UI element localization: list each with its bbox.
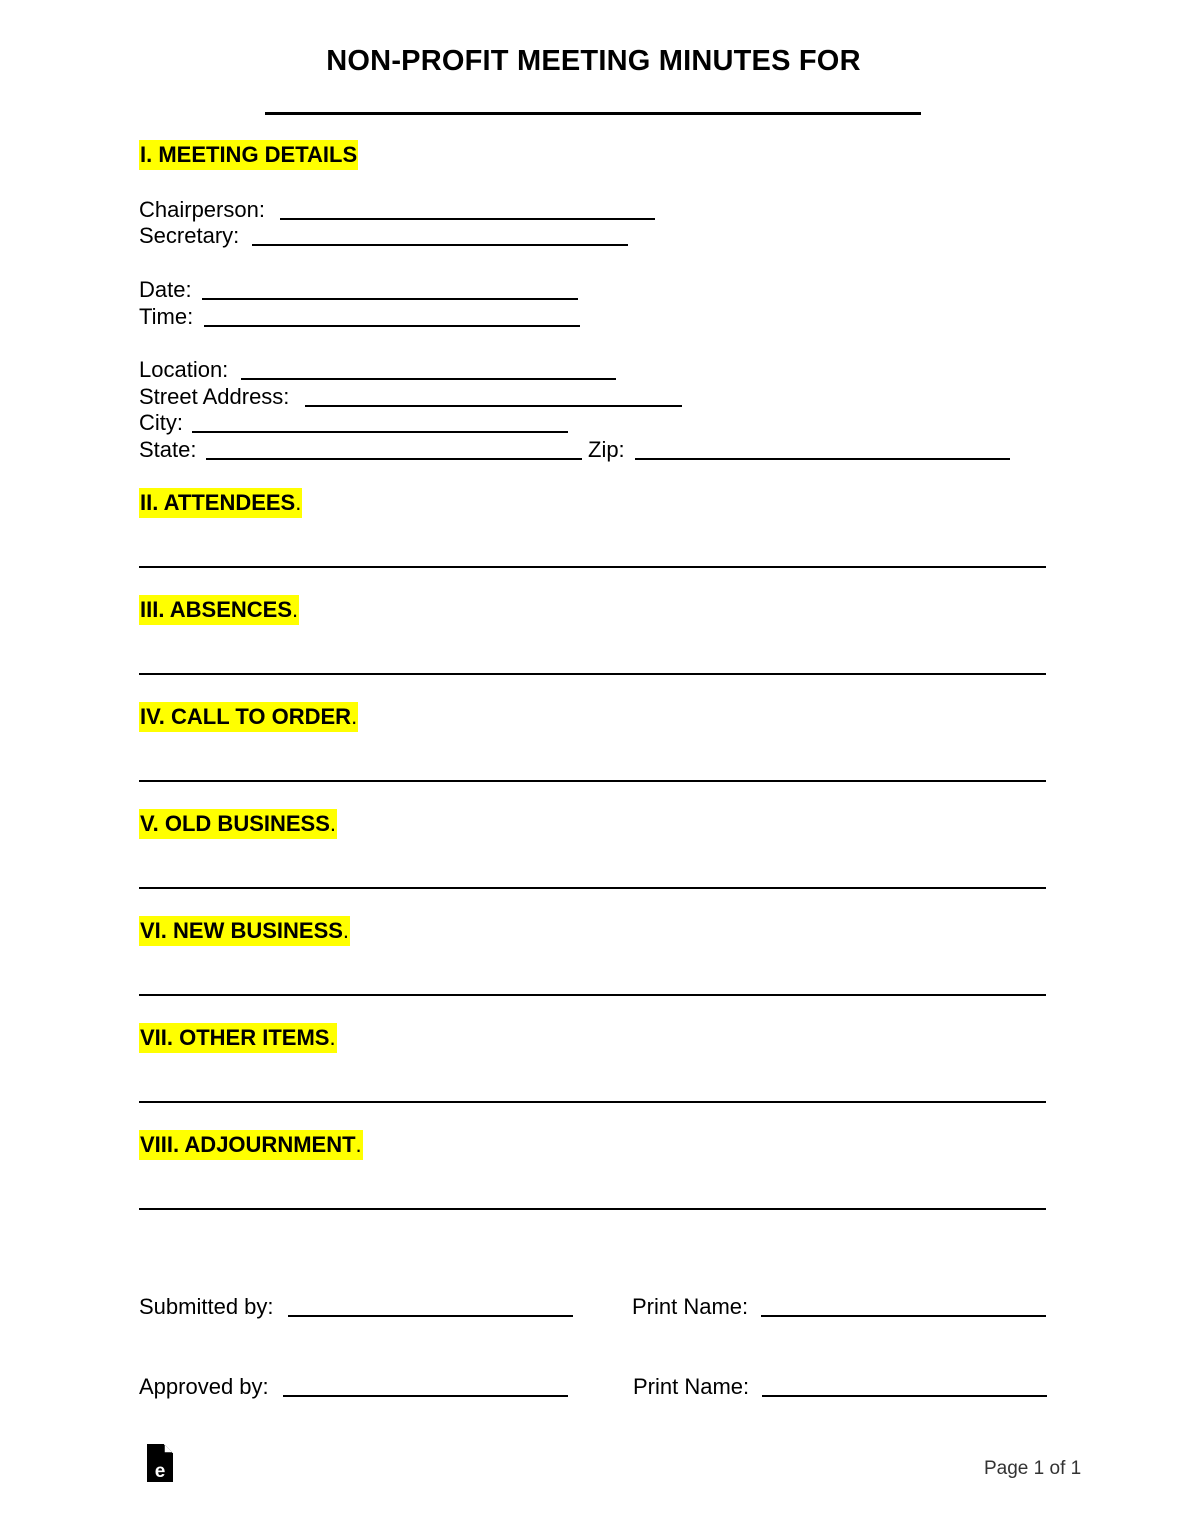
- section-heading-text: [139, 702, 358, 732]
- date-label: Date:: [139, 277, 192, 302]
- city-label: City:: [139, 410, 183, 435]
- heading-period: .: [329, 1025, 336, 1050]
- zip-field[interactable]: [635, 458, 1010, 460]
- section-old-business: [139, 811, 337, 837]
- heading-label: V. OLD BUSINESS: [140, 811, 330, 836]
- street-address-row: [139, 384, 289, 410]
- street-address-label: Street Address:: [139, 384, 290, 409]
- heading-label: III. ABSENCES: [140, 597, 292, 622]
- heading-period: .: [292, 597, 299, 622]
- section-new-business: [139, 918, 350, 944]
- heading-period: .: [355, 1132, 362, 1157]
- section-heading-text: [139, 916, 350, 946]
- city-field[interactable]: [192, 431, 568, 433]
- chairperson-field[interactable]: [280, 218, 655, 220]
- submitted-by-label: Submitted by:: [139, 1294, 274, 1319]
- chairperson-label: Chairperson:: [139, 197, 265, 222]
- approved-print-name-field[interactable]: [762, 1395, 1047, 1397]
- location-row: [139, 357, 228, 383]
- section-heading-text: [139, 1023, 337, 1053]
- section-other-items: [139, 1025, 337, 1051]
- location-label: Location:: [139, 357, 229, 382]
- other-items-entry-line[interactable]: [139, 1101, 1046, 1103]
- absences-entry-line[interactable]: [139, 673, 1046, 675]
- approved-by-field[interactable]: [283, 1395, 568, 1397]
- date-row: [139, 277, 192, 303]
- secretary-label: Secretary:: [139, 223, 240, 248]
- section-heading-text: [139, 1130, 363, 1160]
- adjournment-entry-line[interactable]: [139, 1208, 1046, 1210]
- document-e-icon: [145, 1444, 175, 1484]
- secretary-field[interactable]: [252, 244, 628, 246]
- document-e-icon-svg: [145, 1444, 175, 1484]
- print-name-label: Print Name:: [633, 1374, 750, 1399]
- section-call-to-order: [139, 704, 358, 730]
- submitted-by-row: [139, 1294, 749, 1320]
- street-address-field[interactable]: [305, 405, 682, 407]
- approved-by-row: [139, 1374, 750, 1400]
- location-field[interactable]: [241, 378, 616, 380]
- section-attendees: [139, 490, 302, 516]
- page-number: Page 1 of 1: [984, 1458, 1082, 1479]
- section-adjournment: [139, 1132, 363, 1158]
- submitted-print-name-field[interactable]: [761, 1315, 1046, 1317]
- call-to-order-entry-line[interactable]: [139, 780, 1046, 782]
- heading-period: .: [295, 490, 302, 515]
- section-meeting-details: [139, 142, 358, 168]
- zip-label: Zip:: [588, 437, 625, 462]
- heading-label: VII. OTHER ITEMS: [140, 1025, 330, 1050]
- submitted-by-field[interactable]: [288, 1315, 573, 1317]
- heading-label: VI. NEW BUSINESS: [140, 918, 343, 943]
- attendees-entry-line[interactable]: [139, 566, 1046, 568]
- heading-label: II. ATTENDEES: [140, 490, 296, 515]
- title-blank-line[interactable]: [265, 112, 921, 115]
- section-heading-text: I. MEETING DETAILS: [139, 140, 358, 170]
- heading-period: .: [351, 704, 358, 729]
- print-name-label: Print Name:: [632, 1294, 749, 1319]
- section-heading-text: [139, 809, 337, 839]
- section-heading-text: [139, 488, 302, 518]
- chairperson-row: [139, 197, 265, 223]
- secretary-row: [139, 223, 239, 249]
- state-zip-row: [139, 437, 625, 463]
- new-business-entry-line[interactable]: [139, 994, 1046, 996]
- section-absences: [139, 597, 299, 623]
- heading-period: .: [329, 811, 337, 836]
- heading-label: VIII. ADJOURNMENT: [140, 1132, 356, 1157]
- state-label: State:: [139, 437, 197, 462]
- heading-period: .: [342, 918, 350, 943]
- date-field[interactable]: [202, 298, 578, 300]
- time-label: Time:: [139, 304, 194, 329]
- time-row: [139, 304, 193, 330]
- city-row: [139, 410, 183, 436]
- heading-label: IV. CALL TO ORDER: [140, 704, 352, 729]
- state-field[interactable]: [206, 458, 582, 460]
- approved-by-label: Approved by:: [139, 1374, 269, 1399]
- section-heading-text: [139, 595, 299, 625]
- svg-text:e: e: [154, 1461, 166, 1482]
- document-title: NON-PROFIT MEETING MINUTES FOR: [326, 45, 861, 77]
- time-field[interactable]: [204, 325, 580, 327]
- old-business-entry-line[interactable]: [139, 887, 1046, 889]
